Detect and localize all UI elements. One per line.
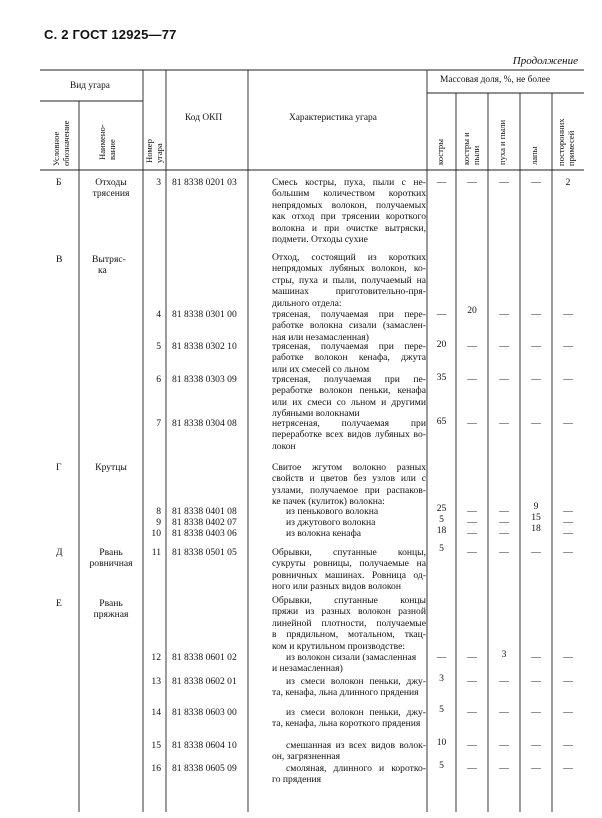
cell-harakteristika: из смеси волокон пеньки, джу- та, кенафа, льна длинного прядения [272, 676, 426, 699]
cell-postoronnih: — [563, 740, 573, 751]
cell-kostry-pyli: — [467, 517, 477, 528]
cell-kostry-pyli: — [467, 506, 477, 517]
cell-kostry: 5 [439, 760, 444, 771]
cell-kod-okp: 81 8338 0604 10 [172, 740, 237, 751]
cell-uslovnoe: Д [56, 547, 63, 558]
cell-kostry: 3 [439, 673, 444, 684]
cell-nomer: 16 [151, 763, 161, 774]
cell-harakteristika: Свитое жгутом волокно разных свойств и цветов без узлов или с узлами, получаемое при распаков- ке пачек (кулиток) волокна: [272, 462, 426, 508]
cell-postoronnih: 2 [565, 177, 571, 188]
continuation-label: Продолжение [512, 55, 578, 67]
cell-harakteristika: трясеная, получаемая при пере- работке волокна сизали (замаслен- ная или незамасленная) [272, 309, 426, 343]
cell-uslovnoe: В [56, 254, 63, 265]
cell-harakteristika: из джутового волокна [286, 517, 376, 528]
cell-nomer: 15 [151, 740, 161, 751]
cell-lapy: — [531, 763, 541, 774]
cell-kostry: 25 [436, 503, 447, 514]
cell-harakteristika: трясеная, получаемая при пе- реработке волокон пеньки, кенафа или их смеси со льном и другими лубяными волокнами [272, 374, 426, 420]
cell-harakteristika: трясеная, получаемая при пере- работке волокон кенафа, джута или их смесей со льном [272, 341, 426, 375]
cell-harakteristika: смешанная из всех видов волок- он, загрязненная [272, 740, 426, 763]
cell-harakteristika: из пенькового волокна [286, 506, 379, 517]
cell-kostry-pyli: — [467, 547, 477, 558]
page-header: С. 2 ГОСТ 12925—77 [44, 27, 177, 42]
cell-lapy: — [531, 177, 541, 188]
cell-postoronnih: — [563, 652, 573, 663]
cell-uslovnoe: Б [56, 177, 62, 188]
cell-nomer: 6 [156, 374, 161, 385]
cell-naimenovanie: Отходы трясения [92, 177, 130, 200]
cell-lapy: 9 [533, 501, 539, 512]
cell-lapy: — [531, 374, 541, 385]
cell-kostry: 10 [436, 737, 447, 748]
header-harakteristika: Характеристика угара [289, 113, 377, 123]
cell-kostry: 5 [439, 704, 444, 715]
cell-harakteristika: из смеси волокон пеньки, джу- та, кенафа, льна короткого прядения [272, 707, 426, 730]
cell-lapy: — [531, 341, 541, 352]
header-naimenovanie: Наимено- вание [97, 124, 117, 160]
cell-kod-okp: 81 8338 0605 09 [172, 763, 237, 774]
cell-harakteristika: смоляная, длинного и коротко- го прядения [272, 763, 426, 786]
cell-puha-pyli: — [499, 341, 509, 352]
cell-postoronnih: — [563, 506, 573, 517]
cell-uslovnoe: Е [56, 598, 62, 609]
header-kod-okp: Код ОКП [185, 113, 223, 123]
cell-harakteristika: из волокон сизали (замасленная и незамасленная) [272, 652, 417, 675]
cell-puha-pyli: — [499, 547, 509, 558]
cell-kostry: 5 [439, 514, 444, 525]
header-vid-ugara: Вид угара [70, 81, 110, 91]
cell-kostry-pyli: — [467, 740, 477, 751]
cell-puha-pyli: — [499, 707, 509, 718]
cell-harakteristika: нетрясеная, получаемая при переработке всех видов лубяных во- локон [272, 418, 426, 452]
cell-postoronnih: — [563, 547, 573, 558]
cell-puha-pyli: — [499, 528, 509, 539]
header-nomer-ugara: Номер угара [144, 139, 164, 163]
cell-kod-okp: 81 8338 0501 05 [172, 547, 237, 558]
cell-postoronnih: — [563, 707, 573, 718]
cell-puha-pyli: — [499, 374, 509, 385]
cell-nomer: 10 [151, 528, 161, 539]
cell-lapy: — [531, 418, 541, 429]
cell-naimenovanie: Крутцы [95, 462, 127, 473]
header-col-puha-pyli: пуха и пыли [497, 119, 507, 165]
cell-naimenovanie: Рвань ровничная [89, 547, 133, 570]
cell-postoronnih: — [563, 341, 573, 352]
cell-harakteristika: из волокна кенафа [286, 528, 362, 539]
cell-nomer: 8 [156, 506, 161, 517]
cell-kostry-pyli: — [467, 528, 477, 539]
cell-lapy: — [531, 309, 541, 320]
cell-kostry: 65 [436, 416, 447, 427]
cell-kod-okp: 81 8338 0603 00 [172, 707, 237, 718]
cell-naimenovanie: Рвань пряжная [93, 598, 129, 621]
cell-kostry-pyli: — [467, 707, 477, 718]
header-col-kostry-pyli: костры и пыли [461, 132, 481, 165]
cell-harakteristika: Обрывки, спутанные концы пряжи из разных волокон разной линейной плотности, получаемые в прядильном, мотальном, ткац- ком и крутильном производстве: [272, 595, 426, 652]
cell-kostry-pyli: — [467, 177, 477, 188]
cell-kostry-pyli: — [467, 341, 477, 352]
cell-harakteristika: Смесь костры, пуха, пыли с не- большим количеством коротких непрядомых волокон, получаемых как отход при трясении короткого волокна и при очистке вытряски, подмети. Отходы сухие [272, 177, 426, 246]
cell-kod-okp: 81 8338 0302 10 [172, 341, 237, 352]
cell-kod-okp: 81 8338 0601 02 [172, 652, 237, 663]
cell-postoronnih: — [563, 418, 573, 429]
cell-kod-okp: 81 8338 0403 06 [172, 528, 237, 539]
cell-kod-okp: 81 8338 0402 07 [172, 517, 237, 528]
cell-kostry: — [436, 652, 447, 663]
cell-kod-okp: 81 8338 0201 03 [172, 177, 237, 188]
cell-lapy: — [531, 652, 541, 663]
cell-kostry-pyli: — [467, 418, 477, 429]
cell-lapy: — [531, 676, 541, 687]
cell-puha-pyli: — [499, 309, 509, 320]
cell-puha-pyli: — [499, 177, 509, 188]
cell-kod-okp: 81 8338 0304 08 [172, 418, 237, 429]
cell-puha-pyli: — [499, 740, 509, 751]
cell-lapy: 15 [531, 512, 541, 523]
cell-nomer: 9 [156, 517, 161, 528]
cell-kod-okp: 81 8338 0303 09 [172, 374, 237, 385]
cell-kostry: 5 [439, 543, 444, 554]
cell-postoronnih: — [563, 528, 573, 539]
cell-puha-pyli: — [499, 517, 509, 528]
cell-lapy: 18 [531, 523, 541, 534]
cell-nomer: 7 [156, 418, 161, 429]
cell-puha-pyli: — [499, 506, 509, 517]
header-uslovnoe: Условное обозначение [51, 120, 71, 166]
cell-naimenovanie: Вытряс- ка [92, 254, 126, 277]
cell-lapy: — [531, 707, 541, 718]
cell-kostry: — [436, 177, 447, 188]
cell-nomer: 12 [151, 652, 161, 663]
cell-kostry-pyli: — [467, 676, 477, 687]
cell-kostry-pyli: 20 [467, 305, 477, 316]
cell-puha-pyli: — [499, 676, 509, 687]
cell-uslovnoe: Г [56, 462, 62, 473]
cell-harakteristika: Обрывки, спутанные концы, сукруты ровницы, получаемые на ровничных машинах. Ровница од- ного или разных видов волокон [272, 547, 426, 593]
cell-nomer: 4 [156, 309, 161, 320]
cell-puha-pyli: — [499, 763, 509, 774]
cell-puha-pyli: — [499, 418, 509, 429]
cell-puha-pyli: 3 [501, 649, 507, 660]
header-massovaya-dolya: Массовая доля, %, не более [440, 75, 550, 85]
cell-nomer: 3 [156, 177, 161, 188]
cell-lapy: — [531, 740, 541, 751]
header-col-postoronnih: посторонних примесей [556, 118, 576, 166]
cell-postoronnih: — [563, 374, 573, 385]
cell-kostry: — [436, 309, 447, 320]
cell-kostry: 20 [436, 339, 447, 350]
cell-kostry-pyli: — [467, 763, 477, 774]
cell-kostry: 18 [436, 525, 447, 536]
cell-kostry-pyli: — [467, 652, 477, 663]
cell-nomer: 11 [151, 547, 161, 558]
cell-nomer: 5 [156, 341, 161, 352]
cell-kod-okp: 81 8338 0301 00 [172, 309, 237, 320]
header-col-kostry: костры [435, 139, 445, 165]
cell-postoronnih: — [563, 676, 573, 687]
cell-postoronnih: — [563, 763, 573, 774]
cell-postoronnih: — [563, 517, 573, 528]
cell-lapy: — [531, 547, 541, 558]
cell-nomer: 14 [151, 707, 161, 718]
cell-kostry-pyli: — [467, 374, 477, 385]
cell-postoronnih: — [563, 309, 573, 320]
cell-kostry: 35 [436, 372, 447, 383]
cell-kod-okp: 81 8338 0401 08 [172, 506, 237, 517]
cell-harakteristika: Отход, состоящий из коротких непрядомых лубяных волокон, ко- стры, пуха и пыли, получаемый на машинах приготовительно-пря- дильного отдела: [272, 252, 426, 309]
cell-kod-okp: 81 8338 0602 01 [172, 676, 237, 687]
header-col-lapy: лапы [529, 146, 539, 165]
cell-nomer: 13 [151, 676, 161, 687]
